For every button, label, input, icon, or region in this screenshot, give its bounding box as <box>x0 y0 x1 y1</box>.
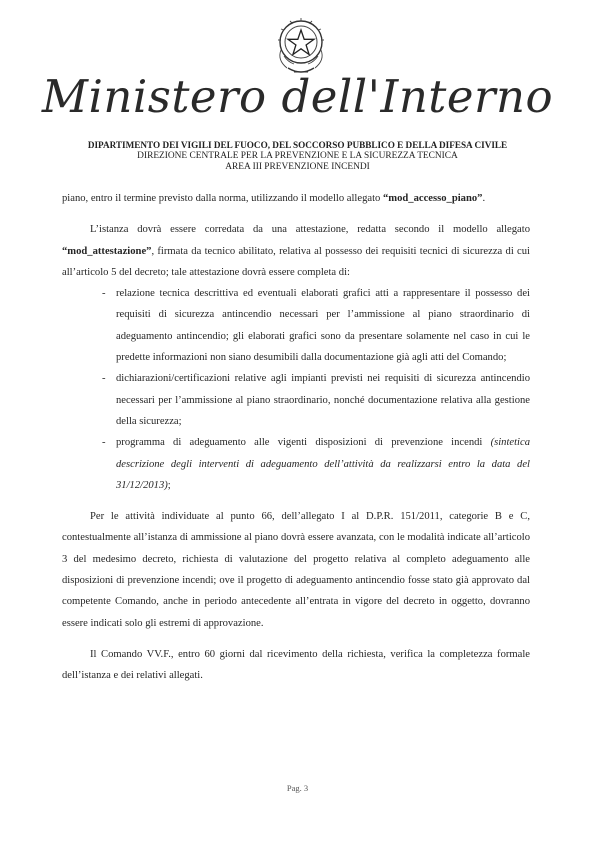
list-item-italic-note: (sintetica descrizione degli interventi di adeguamento dell’attività da realizzarsi entro la data del 31/12/2013) <box>116 437 530 491</box>
area-name: AREA III PREVENZIONE INCENDI <box>225 162 370 172</box>
list-item-text: relazione tecnica descrittiva ed eventuali elaborati grafici atti a rappresentare il possesso dei requisiti di sicurezza antincendio necessari per l’ammissione al piano straordinario di adeguamento antincendio; gli elaborati grafici sono da presentare solamente nel caso in cui le predette informazioni non siano desumibili dalla documentazione già agli atti del Comando; <box>116 288 530 364</box>
list-item-text: dichiarazioni/certificazioni relative agli impianti previsti nei requisiti di sicurezza antincendio necessari per l’ammissione al piano straordinario, nonché documentazione relativa alla gestione della sicurezza; <box>116 373 530 427</box>
model-reference-attestazione: “mod_attestazione” <box>62 245 152 257</box>
model-reference-accesso: “mod_accesso_piano” <box>382 193 483 204</box>
ministry-title: Ministero dell'Interno <box>41 70 554 123</box>
paragraph-2 <box>62 219 530 283</box>
list-item-text: programma di adeguamento alle vigenti disposizioni di prevenzione incendi <box>116 437 491 449</box>
paragraph-4: Il Comando VV.F., entro 60 giorni dal ricevimento della richiesta, verifica la completezza formale dell’istanza e dei relativi allegati. <box>62 648 530 682</box>
list-dash: - <box>102 373 106 385</box>
list-item <box>102 283 530 368</box>
page-number: Pag. 3 <box>286 783 309 793</box>
paragraph-1-text: piano, entro il termine previsto dalla norma, utilizzando il modello allegato <box>62 193 383 204</box>
list-item-end: ; <box>167 479 171 491</box>
requirements-list <box>62 283 530 496</box>
document-body <box>62 188 530 687</box>
list-dash: - <box>102 288 106 300</box>
paragraph-2-end: , firmata da tecnico abilitato, relativa al possesso dei requisiti tecnici di sicurezza di cui all’articolo 5 del decreto; tale attestazione dovrà essere completa di: <box>62 245 530 278</box>
paragraph-1 <box>62 188 530 209</box>
list-item <box>102 368 530 432</box>
italian-republic-emblem-icon <box>270 10 332 78</box>
list-dash: - <box>102 437 106 449</box>
paragraph-3: Per le attività individuate al punto 66, dell’allegato I al D.P.R. 151/2011, categorie B e C, contestualmente all’istanza di ammissione al piano dovrà essere avanzata, con le modalità indicate all’articolo 3 del medesimo decreto, richiesta di valutazione del progetto relativa al completo adeguamento alle disposizioni di prevenzione incendi; ove il progetto di adeguamento antincendio fosse stato già approvato dal competente Comando, anche in periodo antecedente all’entrata in vigore del decreto in oggetto, dovranno essere indicati solo gli estremi di approvazione. <box>62 511 530 629</box>
paragraph-1-end: . <box>482 193 486 204</box>
direction-name: DIREZIONE CENTRALE PER LA PREVENZIONE E LA SICUREZZA TECNICA <box>137 151 458 161</box>
paragraph-2-text: L’istanza dovrà essere corredata da una attestazione, redatta secondo il modello allegato <box>90 224 530 236</box>
department-name: DIPARTIMENTO DEI VIGILI DEL FUOCO, DEL SOCCORSO PUBBLICO E DELLA DIFESA CIVILE <box>87 140 508 150</box>
list-item <box>102 432 530 496</box>
